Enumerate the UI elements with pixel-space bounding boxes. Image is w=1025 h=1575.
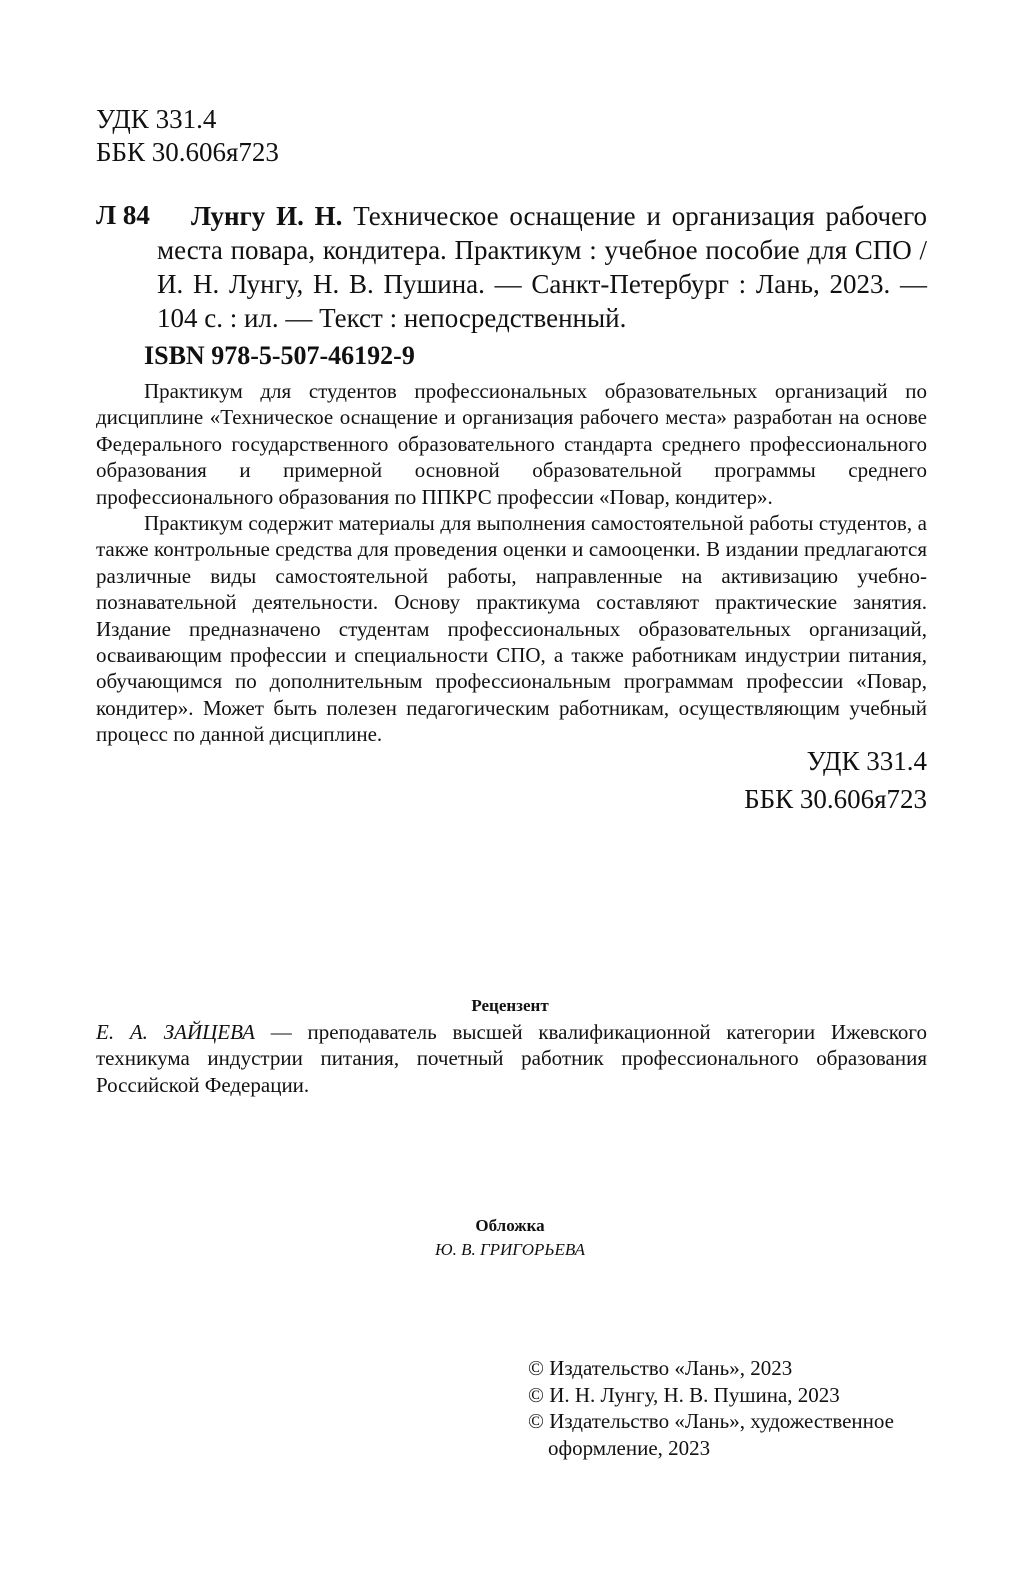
bbk-code: ББК 30.606я723	[744, 784, 927, 814]
cover-heading: Обложка	[475, 1216, 545, 1235]
reviewer-description: — преподаватель высшей квалификационной категории Ижевского техникума индустрии питания, почетный работник профессионального образования Российской Федерации.	[96, 1020, 927, 1097]
copyright-line: © Издательство «Лань», художественное оформление, 2023	[528, 1409, 894, 1460]
cover-designer: Ю. В. ГРИГОРЬЕВА	[435, 1240, 585, 1259]
reviewer-info	[96, 1019, 927, 1098]
copyright-line: © Издательство «Лань», 2023	[528, 1356, 793, 1380]
annotation-paragraph: Практикум содержит материалы для выполнения самостоятельной работы студентов, а также контрольные средства для проведения оценки и самооценки. В издании предлагаются различные виды самостоятельной работы, направленные на активизацию учебно-познавательной деятельности. Основу практикума составляют практические занятия. Издание предназначено студентам профессиональных образовательных организаций, осваивающим профессии и специальности СПО, а также работникам индустрии питания, обучающимся по дополнительным профессиональным программам профессии «Повар, кондитер». Может быть полезен педагогическим работникам, осуществляющим учебный процесс по данной дисциплине.	[96, 511, 927, 747]
reviewer-name: Е. А. ЗАЙЦЕВА	[96, 1020, 255, 1044]
annotation-paragraph: Практикум для студентов профессиональных образовательных организаций по дисциплине «Техническое оснащение и организация рабочего места» разработан на основе Федерального государственного образовательного стандарта среднего профессионального образования и примерной основной образовательной программы среднего профессионального образования по ППКРС профессии «Повар, кондитер».	[96, 379, 927, 509]
reviewer-heading: Рецензент	[471, 996, 549, 1015]
copyright-line: © И. Н. Лунгу, Н. В. Пушина, 2023	[528, 1382, 840, 1407]
udk-code: УДК 331.4	[806, 746, 927, 776]
bbk-code: ББК 30.606я723	[96, 137, 279, 167]
classification-block-right	[744, 742, 927, 818]
author-name: Лунгу И. Н.	[191, 201, 343, 231]
bibliographic-description	[157, 199, 927, 335]
description-text: Техническое оснащение и организация рабочего места повара, кондитера. Практикум : учебное пособие для СПО / И. Н. Лунгу, Н. В. Пушина. — Санкт-Петербург : Лань, 2023. — 104 с. : ил. — Текст : непосредственный.	[157, 201, 927, 333]
udk-code: УДК 331.4	[96, 104, 217, 134]
isbn: ISBN 978-5-507-46192-9	[144, 341, 415, 370]
classification-block-top	[96, 103, 279, 169]
copyright-block	[528, 1355, 928, 1461]
annotation	[96, 378, 927, 748]
author-mark: Л 84	[96, 200, 150, 230]
